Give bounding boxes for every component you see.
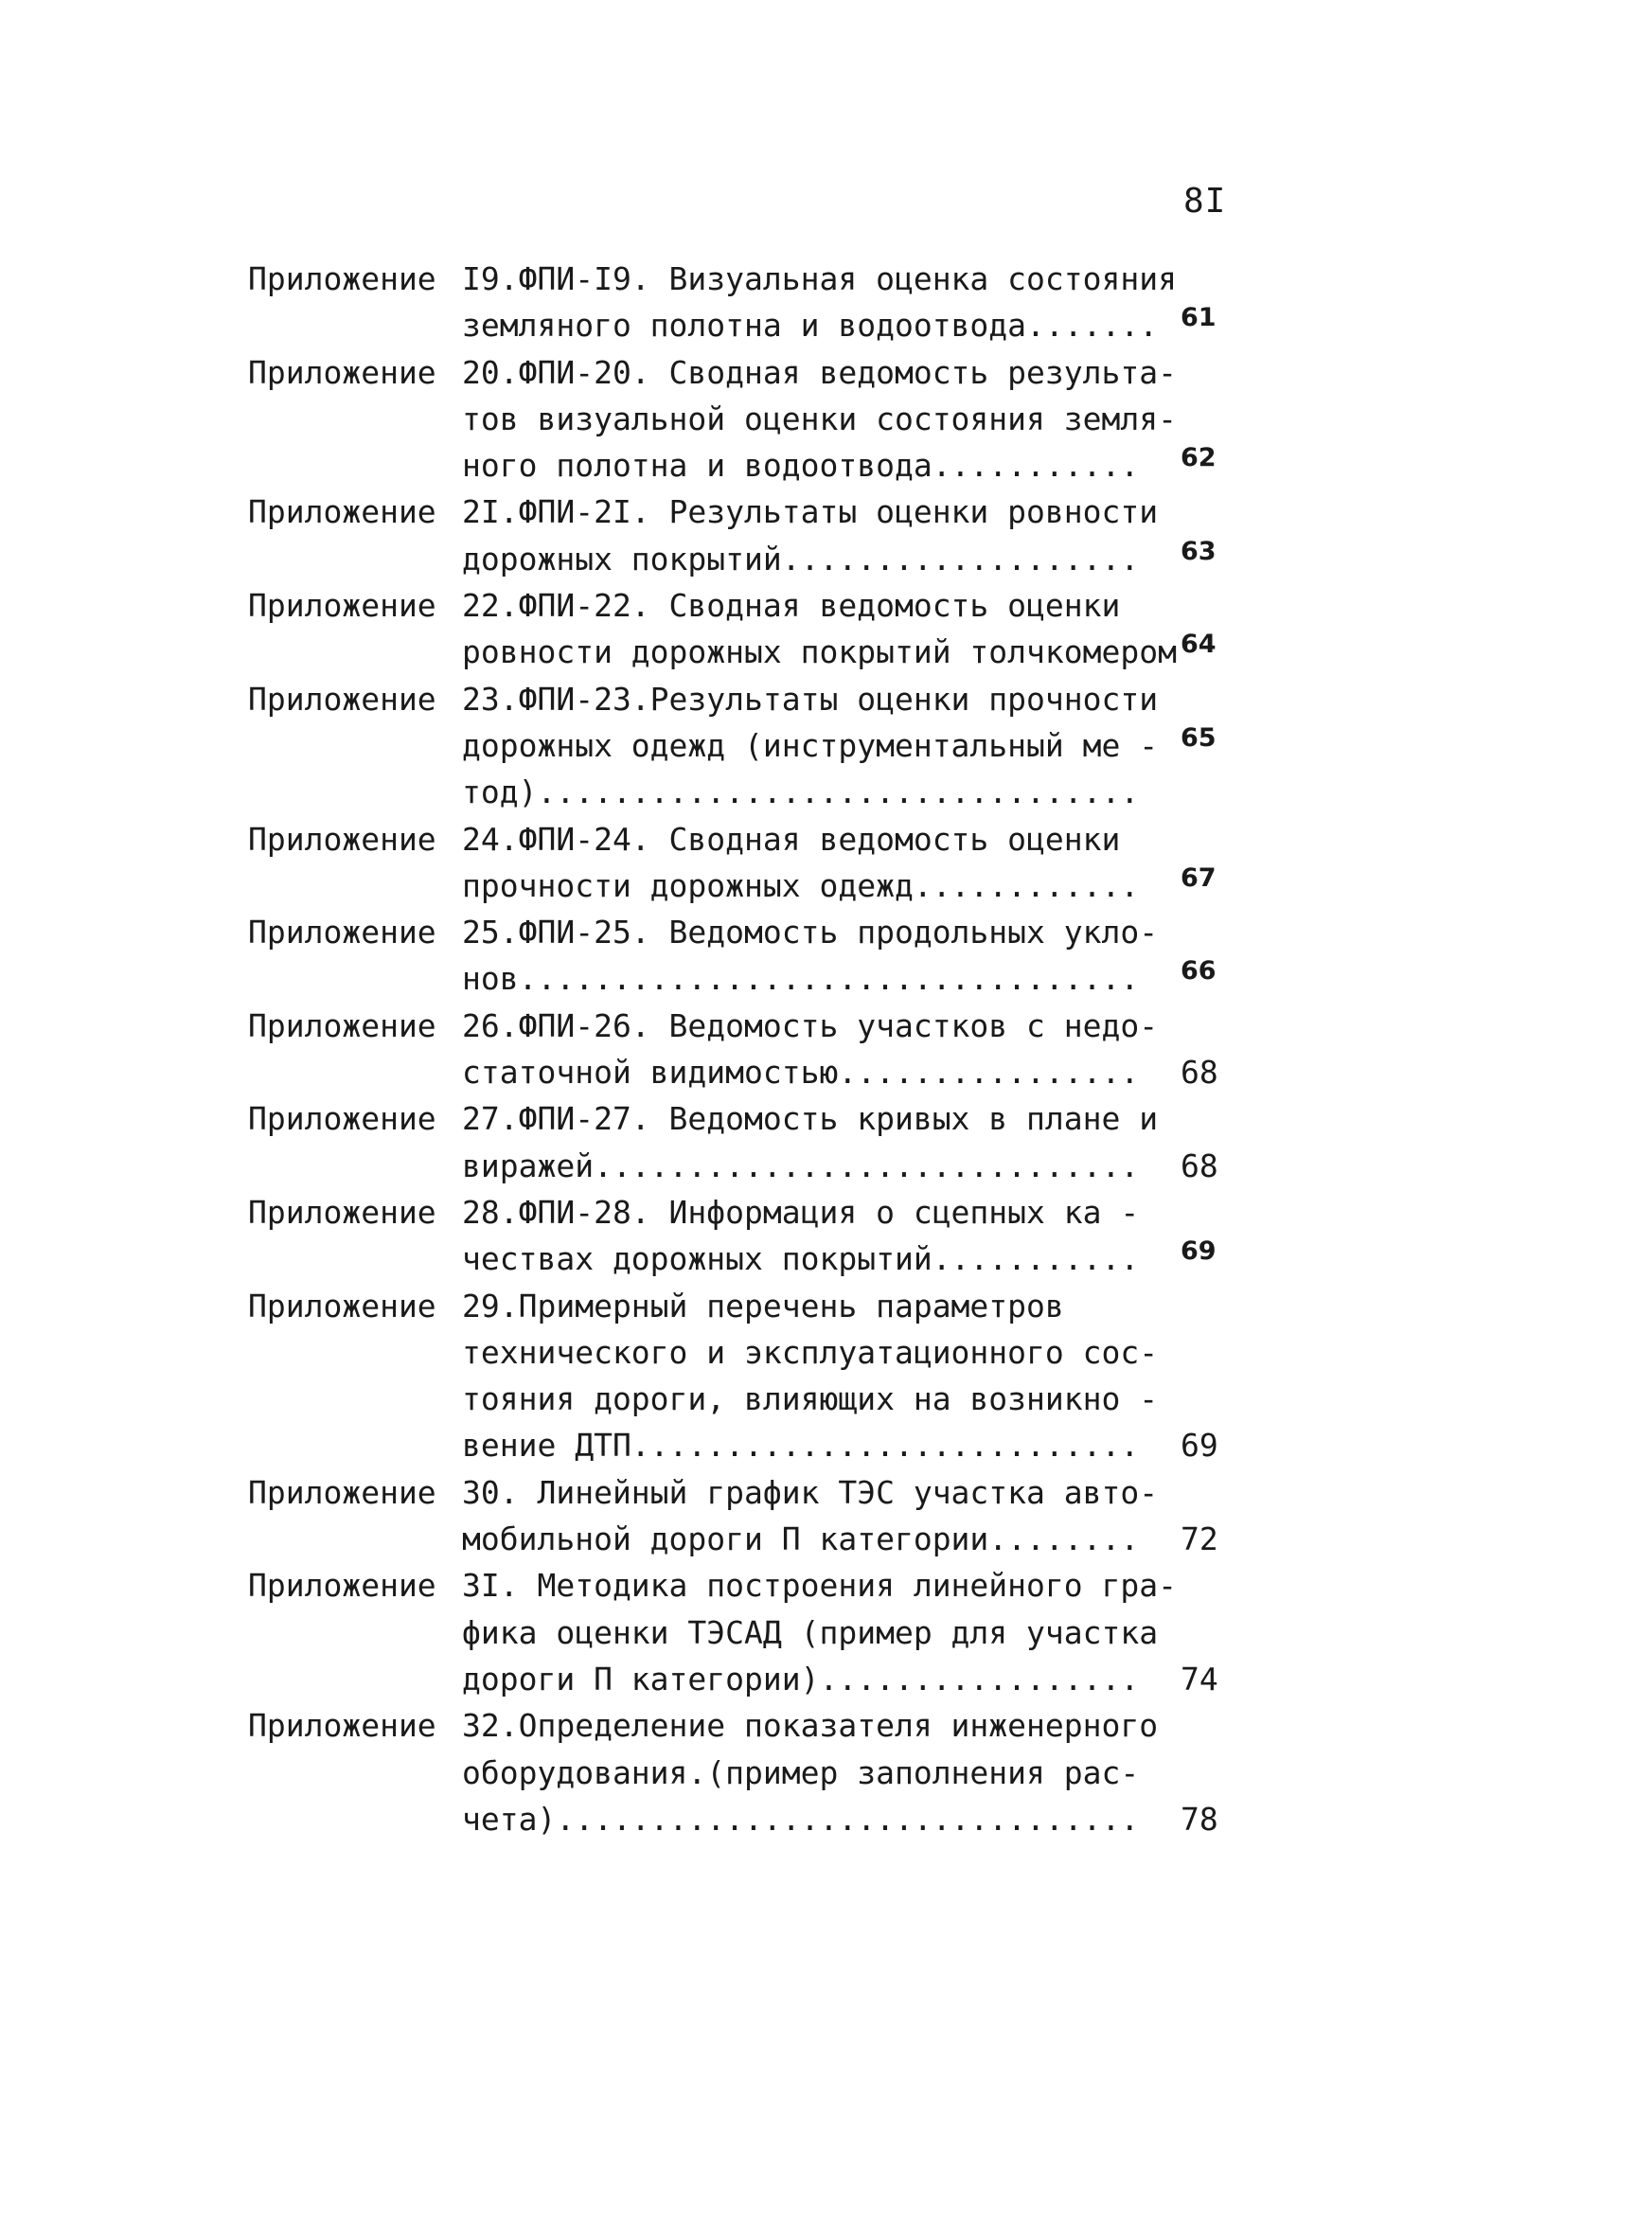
toc-entry-text: тод)................................ [462,773,1140,811]
toc-entry-line [248,722,1252,769]
toc-entry-text: фика оценки ТЭСАД (пример для участка [462,1613,1159,1651]
toc-entry-line [248,1609,1252,1656]
toc-entry [248,1469,1252,1563]
toc-entry-text: оборудования.(пример заполнения рас- [462,1753,1140,1791]
toc-entry-line [248,1329,1252,1376]
toc-entry-text: чествах дорожных покрытий........... [462,1240,1140,1278]
toc-page-number: 61 [1181,303,1217,333]
toc-entry-text: статочной видимостью................ [462,1054,1140,1092]
toc-entry-line [248,1750,1252,1796]
toc-entry [248,256,1252,349]
toc-entry-line [248,1656,1252,1702]
appendix-label: Приложение [248,1193,436,1231]
toc-entry-text: ного полотна и водоотвода........... [462,447,1140,485]
appendix-label: Приложение [248,1287,436,1324]
toc-entry-line [248,1469,1252,1516]
toc-entry-text: нов................................. [462,960,1140,998]
toc-entry-text: 2I.ФПИ-2I. Результаты оценки ровности [462,493,1159,531]
toc-entry-line [248,955,1252,1002]
toc-page-number: 67 [1181,862,1217,893]
toc-entry-line [248,582,1252,629]
table-of-contents [248,256,1252,1842]
toc-entry-text: I9.ФПИ-I9. Визуальная оценка состояния [462,260,1177,297]
toc-entry-line [248,1143,1252,1189]
toc-entry [248,1283,1252,1469]
toc-entry-line [248,1562,1252,1609]
toc-entry-line [248,1095,1252,1142]
toc-entry-text: 32.Определение показателя инженерного [462,1707,1159,1745]
toc-entry-text: чета)............................... [462,1800,1140,1838]
appendix-label: Приложение [248,1567,436,1605]
toc-entry [248,816,1252,910]
toc-entry-text: тов визуальной оценки состояния земля- [462,400,1177,437]
toc-entry-text: 28.ФПИ-28. Информация о сцепных ка - [462,1193,1140,1231]
toc-entry-line [248,1376,1252,1422]
toc-entry-text: дорожных покрытий................... [462,540,1140,578]
toc-page-number: 62 [1181,443,1217,473]
toc-page-number: 68 [1181,1147,1218,1184]
toc-entry [248,676,1252,816]
toc-entry-line [248,256,1252,302]
toc-entry-text: мобильной дороги П категории........ [462,1520,1140,1558]
toc-page-number: 65 [1181,722,1217,753]
toc-entry-line [248,1516,1252,1562]
appendix-label: Приложение [248,1707,436,1745]
toc-entry-text: 25.ФПИ-25. Ведомость продольных укло- [462,914,1159,951]
toc-entry [248,349,1252,489]
toc-entry-text: вение ДТП........................... [462,1427,1140,1465]
toc-entry-line [248,1796,1252,1842]
appendix-label: Приложение [248,587,436,625]
toc-entry-text: 26.ФПИ-26. Ведомость участков с недо- [462,1006,1159,1044]
toc-page-number: 74 [1181,1660,1218,1698]
toc-entry-text: 27.ФПИ-27. Ведомость кривых в плане и [462,1100,1159,1138]
appendix-label: Приложение [248,820,436,858]
toc-entry-line [248,1236,1252,1282]
toc-entry-text: ровности дорожных покрытий толчкомером [462,633,1177,671]
toc-entry-line [248,816,1252,862]
appendix-label: Приложение [248,353,436,391]
toc-entry-line [248,536,1252,582]
toc-entry [248,1562,1252,1702]
page-number: 8I [1183,182,1227,221]
toc-entry [248,489,1252,582]
toc-entry-text: 23.ФПИ-23.Результаты оценки прочности [462,680,1159,718]
toc-entry-text: 3I. Методика построения линейного гра- [462,1567,1177,1605]
toc-entry-text: тояния дороги, влияющих на возникно - [462,1380,1159,1418]
toc-entry-text: виражей............................. [462,1147,1140,1184]
toc-entry-line [248,1422,1252,1468]
toc-entry-line [248,1702,1252,1749]
toc-entry-text: технического и эксплуатационного сос- [462,1333,1159,1371]
toc-entry [248,1095,1252,1189]
appendix-label: Приложение [248,914,436,951]
appendix-label: Приложение [248,680,436,718]
toc-entry-text: 24.ФПИ-24. Сводная ведомость оценки [462,820,1121,858]
appendix-label: Приложение [248,260,436,297]
toc-entry [248,582,1252,676]
toc-entry-line [248,676,1252,722]
toc-page-number: 68 [1181,1054,1218,1092]
toc-entry [248,1189,1252,1283]
toc-entry-text: 20.ФПИ-20. Сводная ведомость результа- [462,353,1177,391]
toc-entry-line [248,1049,1252,1095]
toc-entry-line [248,769,1252,815]
toc-page-number: 72 [1181,1520,1218,1558]
toc-entry [248,909,1252,1003]
toc-entry-line [248,302,1252,348]
toc-page-number: 69 [1181,1427,1218,1465]
toc-entry-line [248,909,1252,955]
toc-page-number: 63 [1181,536,1217,566]
toc-page-number: 64 [1181,630,1217,660]
toc-entry-line [248,396,1252,442]
toc-entry-text: 29.Примерный перечень параметров [462,1287,1064,1324]
appendix-label: Приложение [248,1006,436,1044]
toc-entry-line [248,349,1252,396]
appendix-label: Приложение [248,1100,436,1138]
toc-entry [248,1003,1252,1096]
toc-entry-line [248,629,1252,675]
toc-entry-text: прочности дорожных одежд............ [462,866,1140,904]
toc-entry-text: земляного полотна и водоотвода....... [462,307,1159,345]
toc-page-number: 69 [1181,1236,1217,1267]
toc-entry-line [248,1003,1252,1049]
toc-entry-text: дорожных одежд (инструментальный ме - [462,726,1159,764]
appendix-label: Приложение [248,1473,436,1511]
appendix-label: Приложение [248,493,436,531]
toc-entry-line [248,442,1252,489]
toc-entry [248,1702,1252,1842]
toc-entry-line [248,1283,1252,1329]
toc-entry-line [248,862,1252,909]
toc-entry-text: дороги П категории)................. [462,1660,1140,1698]
toc-entry-line [248,489,1252,535]
toc-page-number: 66 [1181,956,1217,987]
toc-entry-text: 30. Линейный график ТЭС участка авто- [462,1473,1159,1511]
toc-entry-text: 22.ФПИ-22. Сводная ведомость оценки [462,587,1121,625]
toc-page-number: 78 [1181,1800,1218,1838]
toc-entry-line [248,1189,1252,1236]
